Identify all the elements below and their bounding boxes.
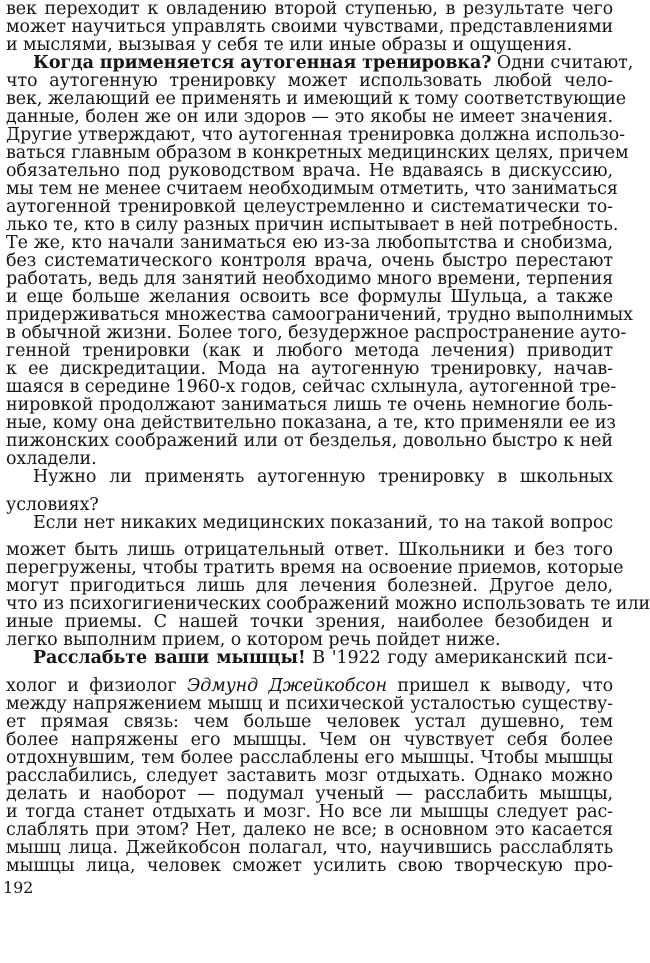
text-line: аутогенной тренировкой целеустремленно и систематически то- (6, 197, 613, 217)
text-span: холог и физиолог (6, 676, 187, 696)
text-line: Другие утверждают, что аутогенная тренировка должна использо- (6, 125, 625, 145)
text-line: может научиться управлять своими чувствами, представлениями (6, 17, 614, 37)
text-line: может быть лишь отрицательный ответ. Школьники и без того (6, 540, 613, 560)
text-line: перегружены, чтобы тратить время на освоение приемов, которые (6, 558, 624, 578)
text-line: и еще больше желания освоить все формулы Шульца, а также (6, 287, 613, 307)
text-span: Одни считают, (491, 53, 634, 73)
text-line: нировкой продолжают заниматься лишь те очень немногие боль- (6, 395, 613, 415)
text-line: обязательно под руководством врача. Не вдаваясь в дискуссию, (6, 161, 613, 181)
text-line: в обычной жизни. Более того, безудержное распространение ауто- (6, 323, 627, 343)
text-line: между напряжением мышц и психической усталостью существу- (6, 694, 613, 714)
section-heading: Расслабьте ваши мышцы! (33, 648, 306, 668)
text-line: пижонских соображений или от безделья, довольно быстро к ней (6, 431, 613, 451)
text-line: условиях? (6, 495, 99, 515)
text-line: иные приемы. С нашей точки зрения, наиболее безобиден и (6, 612, 613, 632)
text-line: мышц лица. Джейкобсон полагал, что, научившись расслаблять (6, 838, 613, 858)
text-line: более напряжены его мышцы. Чем он чувствует себя более (6, 730, 613, 750)
text-span: В '1922 году американский пси- (305, 648, 613, 668)
text-line: охладели. (6, 449, 97, 469)
text-line: лько те, кто в силу разных причин испытывает в ней потребность. (6, 215, 619, 235)
text-line: шаяся в середине 1960-х годов, сейчас схлынула, аутогенной тре- (6, 377, 617, 397)
text-line (33, 649, 613, 667)
text-line: расслабились, следует заставить мозг отдыхать. Однако можно (6, 766, 613, 786)
text-line (33, 53, 634, 73)
person-name: Эдмунд Джейкобсон (186, 676, 387, 696)
text-line: генной тренировки (как и любого метода лечения) приводит (6, 341, 613, 361)
text-line: Если нет никаких медицинских показаний, то на такой вопрос (33, 513, 613, 533)
text-line: век, желающий ее применять и имеющий к тому соответствующие (6, 89, 627, 109)
text-line: что аутогенную тренировку может использовать любой чело- (6, 71, 613, 91)
text-line: Те же, кто начали заниматься ею из-за любопытства и снобизма, (6, 233, 613, 253)
text-line: и мыслями, вызывая у себя те или иные образы и ощущения. (6, 35, 573, 55)
text-line: данные, болен же он или здоров — это якобы не имеет значения. (6, 107, 613, 127)
text-span: пришел к выводу, что (386, 676, 614, 696)
text-line: ет прямая связь: чем больше человек устал душевно, тем (6, 712, 613, 732)
text-line: придерживаться множества самоограничений, трудно выполнимых (6, 305, 633, 325)
text-line: век переходит к овладению второй ступенью, в результате чего (6, 0, 613, 19)
text-line: работать, ведь для занятий необходимо много времени, терпения (6, 269, 614, 289)
text-line: что из психогигиенических соображений можно использовать те или (6, 594, 650, 614)
text-line: слаблять при этом? Нет, далеко не все; в основном это касается (6, 820, 613, 840)
section-heading: Когда применяется аутогенная тренировка? (33, 53, 492, 73)
text-line: делать и наоборот — подумал ученый — расслабить мышцы, (6, 784, 613, 804)
text-line: к ее дискредитации. Мода на аутогенную тренировку, начав- (6, 359, 613, 379)
text-line: легко выполним прием, о котором речь пойдет ниже. (6, 630, 501, 650)
text-line: без систематического контроля врача, очень быстро перестают (6, 251, 613, 271)
text-line: ные, кому она действительно показана, а те, кто применяли ее из (6, 413, 616, 433)
text-line: мышцы лица, человек сможет усилить свою творческую про- (6, 856, 613, 876)
text-line: отдохнувшим, тем более расслаблены его мышцы. Чтобы мышцы (6, 748, 613, 768)
text-line: Нужно ли применять аутогенную тренировку в школьных (33, 467, 613, 487)
text-line: могут пригодиться лишь для лечения болезней. Другое дело, (6, 576, 613, 596)
text-line (6, 677, 613, 695)
text-line: мы тем не менее считаем необходимым отметить, что заниматься (6, 179, 618, 199)
text-line: и тогда станет отдыхать и мозг. Но все ли мышцы следует рас- (6, 802, 613, 822)
text-line: ваться главным образом в конкретных медицинских целях, причем (6, 143, 629, 163)
page-number: 192 (3, 878, 34, 897)
